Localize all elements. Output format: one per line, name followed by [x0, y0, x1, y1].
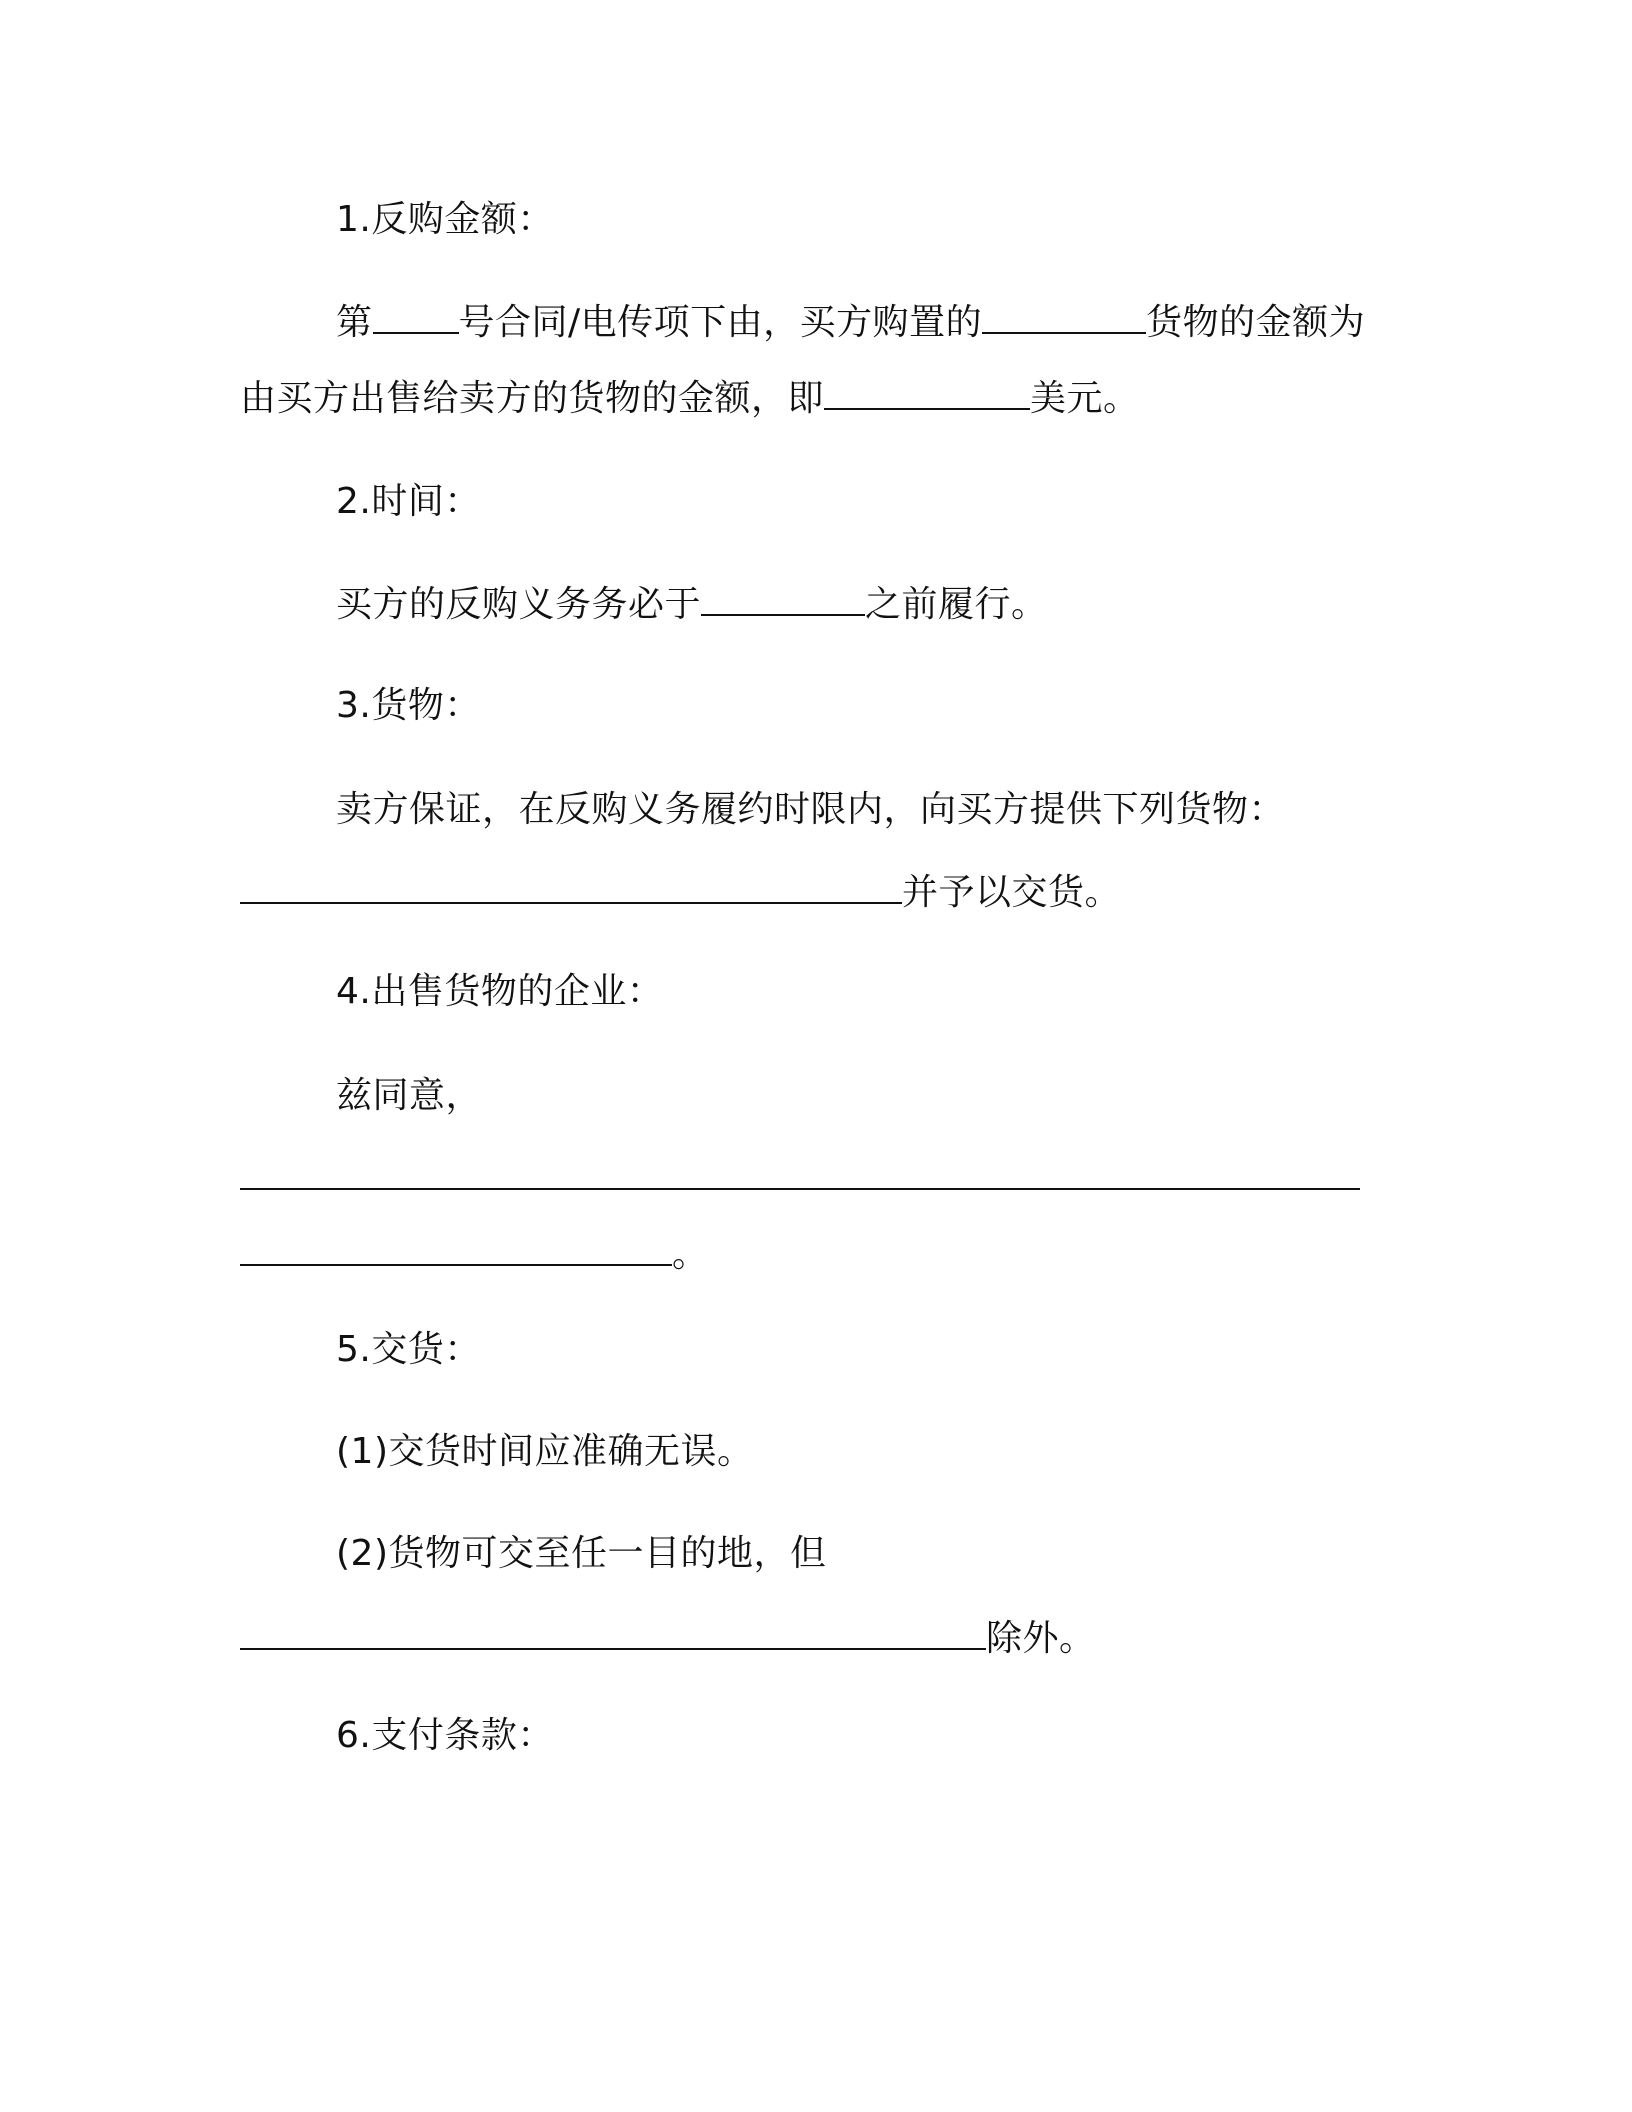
section-1-paragraph-line-1: [336, 298, 1365, 347]
text-segment: 并予以交货。: [902, 872, 1122, 913]
fill-in-blank-enterprise-long[interactable]: [240, 1154, 1360, 1190]
text-segment: 。: [672, 1234, 709, 1275]
fill-in-blank-enterprise-short[interactable]: [240, 1230, 672, 1266]
text-segment: 美元。: [1030, 378, 1140, 419]
fill-in-blank-goods[interactable]: [982, 298, 1146, 334]
section-4-heading: 4.出售货物的企业：: [336, 971, 664, 1012]
section-4-paragraph-line-3: [240, 1230, 709, 1279]
section-1-heading: 1.反购金额：: [336, 199, 554, 240]
fill-in-blank-amount[interactable]: [824, 374, 1030, 410]
section-2-heading: 2.时间：: [336, 481, 481, 522]
text-segment: 货物的金额为: [1146, 302, 1366, 343]
section-5-item-2-line-1: (2)货物可交至任一目的地，但: [336, 1533, 827, 1574]
text-segment: 由买方出售给卖方的货物的金额，即: [240, 378, 825, 419]
fill-in-blank-goods-list[interactable]: [240, 868, 902, 904]
fill-in-blank-excluded-destination[interactable]: [240, 1614, 986, 1650]
fill-in-blank-contract-number[interactable]: [373, 298, 459, 334]
text-segment: 第: [336, 302, 373, 343]
text-segment: 除外。: [986, 1618, 1096, 1659]
section-4-paragraph-line-1: 兹同意，: [336, 1075, 483, 1116]
section-3-paragraph-line-2: [240, 868, 1121, 917]
section-4-paragraph-line-2: [240, 1154, 1360, 1203]
section-1-paragraph-line-2: [240, 374, 1140, 423]
section-3-paragraph-line-1: 卖方保证，在反购义务履约时限内，向买方提供下列货物：: [336, 789, 1286, 830]
text-segment: 买方的反购义务务必于: [336, 584, 702, 625]
section-5-heading: 5.交货：: [336, 1329, 481, 1370]
text-segment: 号合同/电传项下由，买方购置的: [458, 302, 983, 343]
section-5-item-2-line-2: [240, 1614, 1096, 1663]
fill-in-blank-deadline[interactable]: [701, 580, 865, 616]
section-5-item-1: (1)交货时间应准确无误。: [336, 1431, 754, 1472]
text-segment: 之前履行。: [865, 584, 1048, 625]
section-6-heading: 6.支付条款：: [336, 1715, 554, 1756]
section-3-heading: 3.货物：: [336, 685, 481, 726]
section-2-paragraph: [336, 580, 1048, 629]
